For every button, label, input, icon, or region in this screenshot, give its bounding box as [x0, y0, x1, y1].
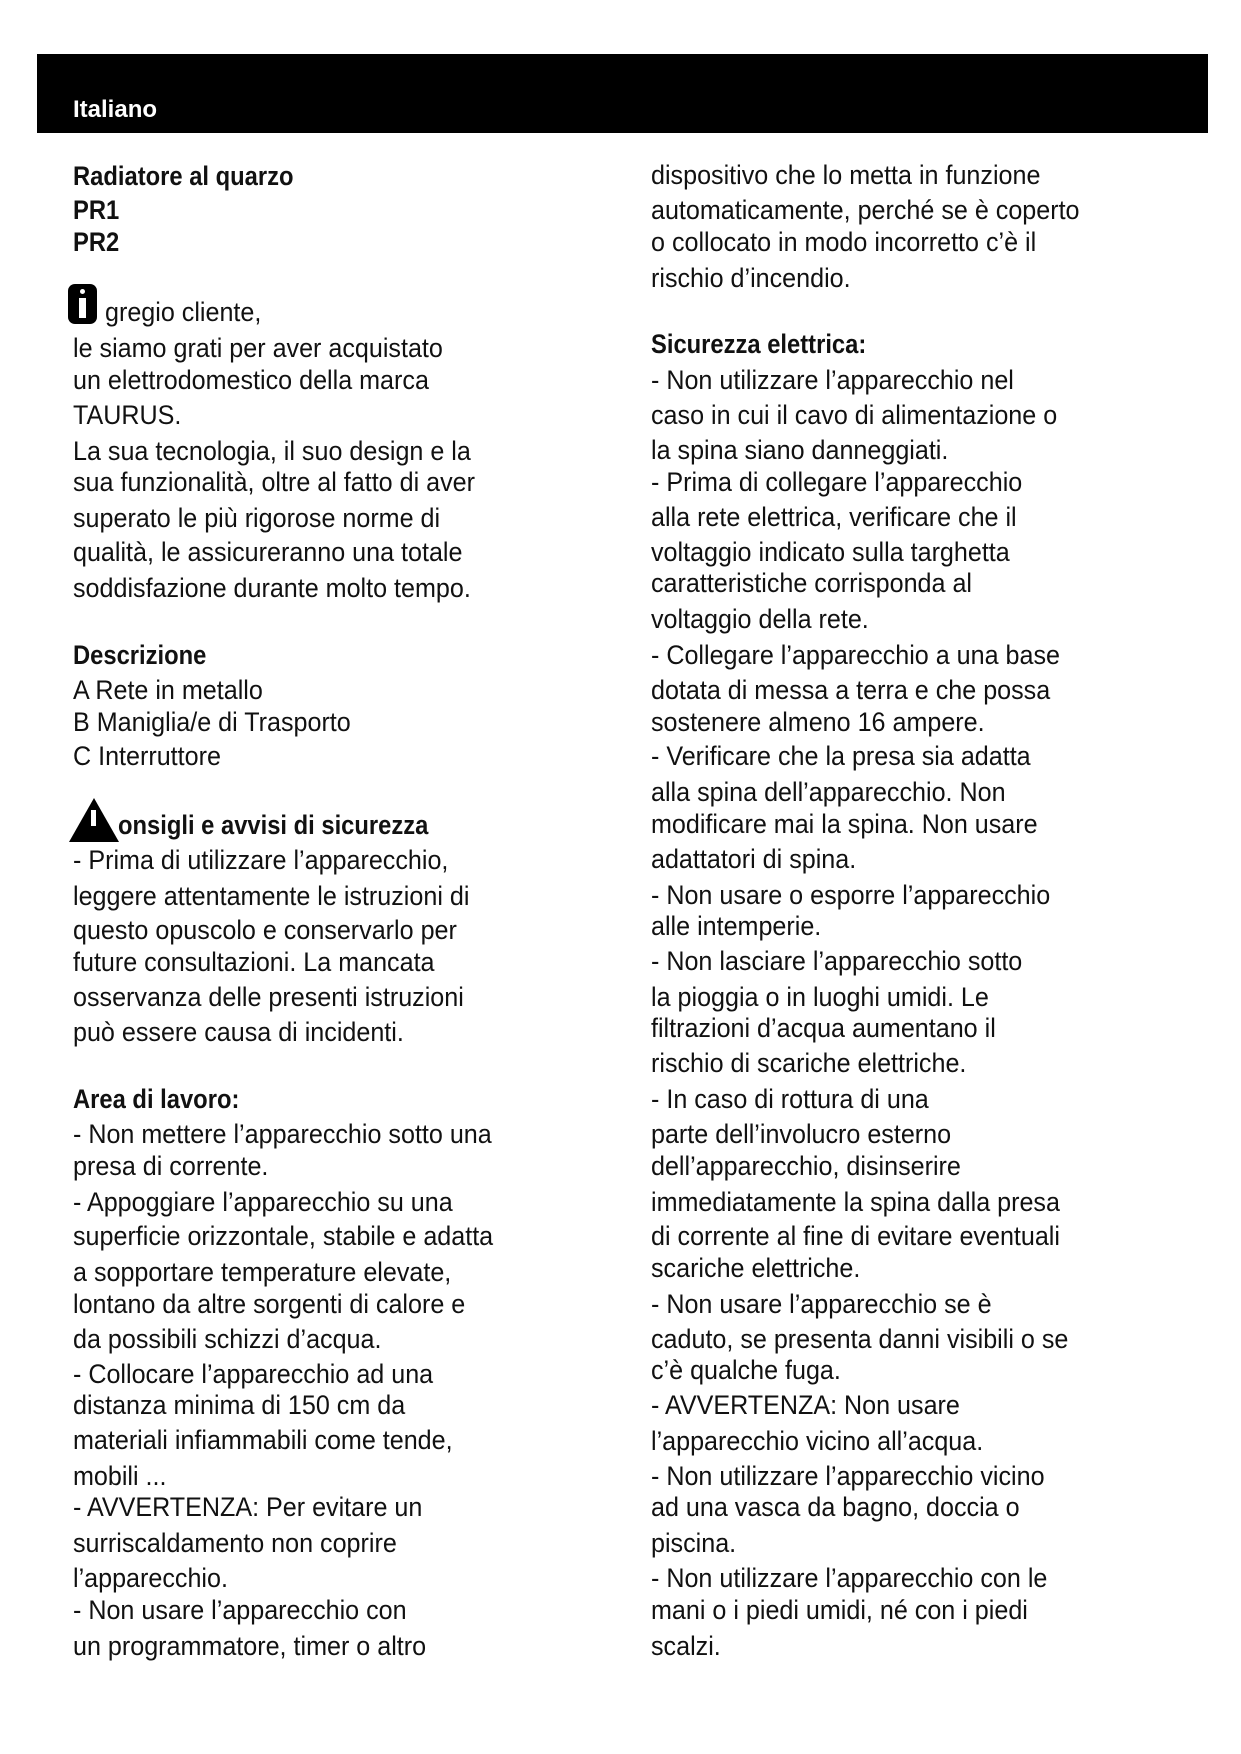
text-line: - AVVERTENZA: Non usare	[651, 1390, 960, 1420]
text-line: - Verificare che la presa sia adatta	[651, 741, 1031, 771]
text-line: rischio d’incendio.	[651, 263, 851, 293]
text-line: - Non usare o esporre l’apparecchio	[651, 880, 1051, 910]
text-line: osservanza delle presenti istruzioni	[73, 982, 464, 1012]
text-line: - Non utilizzare l’apparecchio nel	[651, 365, 1014, 395]
text-line: gregio cliente,	[105, 297, 262, 327]
text-line: lontano da altre sorgenti di calore e	[73, 1289, 466, 1319]
text-line: dispositivo che lo metta in funzione	[651, 160, 1041, 190]
text-line: caratteristiche corrisponda al	[651, 568, 973, 598]
text-line: - Non usare l’apparecchio con	[73, 1595, 407, 1625]
section-heading: onsigli e avvisi di sicurezza	[118, 810, 429, 840]
text-line: presa di corrente.	[73, 1151, 269, 1181]
section-heading: Area di lavoro:	[73, 1084, 240, 1114]
text-line: immediatamente la spina dalla presa	[651, 1187, 1060, 1217]
language-label: Italiano	[73, 96, 158, 123]
text-line: - Collocare l’apparecchio ad una	[73, 1359, 434, 1389]
text-line: l’apparecchio.	[73, 1563, 228, 1593]
text-line: c’è qualche fuga.	[651, 1355, 841, 1385]
text-line: caso in cui il cavo di alimentazione o	[651, 400, 1058, 430]
text-line: parte dell’involucro esterno	[651, 1119, 952, 1149]
text-line: - Non lasciare l’apparecchio sotto	[651, 946, 1023, 976]
text-line: scariche elettriche.	[651, 1253, 861, 1283]
text-line: - Appoggiare l’apparecchio su una	[73, 1187, 453, 1217]
text-line: A Rete in metallo	[73, 675, 263, 705]
text-line: - Collegare l’apparecchio a una base	[651, 640, 1060, 670]
text-line: - Prima di utilizzare l’apparecchio,	[73, 845, 449, 875]
text-line: da possibili schizzi d’acqua.	[73, 1324, 382, 1354]
text-line: soddisfazione durante molto tempo.	[73, 573, 471, 603]
text-line: un programmatore, timer o altro	[73, 1631, 427, 1661]
text-line: alla rete elettrica, verificare che il	[651, 502, 1017, 532]
text-line: filtrazioni d’acqua aumentano il	[651, 1013, 996, 1043]
text-line: le siamo grati per aver acquistato	[73, 333, 443, 363]
text-line: alle intemperie.	[651, 911, 822, 941]
text-line: automaticamente, perché se è coperto	[651, 195, 1080, 225]
text-line: sostenere almeno 16 ampere.	[651, 707, 985, 737]
text-line: la pioggia o in luoghi umidi. Le	[651, 982, 989, 1012]
text-line: C Interruttore	[73, 741, 221, 771]
text-line: - Non usare l’apparecchio se è	[651, 1289, 992, 1319]
text-line: - Non utilizzare l’apparecchio vicino	[651, 1461, 1045, 1491]
text-line: dell’apparecchio, disinserire	[651, 1151, 961, 1181]
text-line: - AVVERTENZA: Per evitare un	[73, 1492, 423, 1522]
text-line: modificare mai la spina. Non usare	[651, 809, 1038, 839]
warning-icon	[69, 798, 119, 842]
text-line: voltaggio della rete.	[651, 604, 869, 634]
text-line: - Prima di collegare l’apparecchio	[651, 467, 1023, 497]
text-line: leggere attentamente le istruzioni di	[73, 881, 470, 911]
text-line: ad una vasca da bagno, doccia o	[651, 1492, 1020, 1522]
text-line: adattatori di spina.	[651, 844, 857, 874]
text-line: La sua tecnologia, il suo design e la	[73, 436, 471, 466]
section-heading: Radiatore al quarzo	[73, 161, 294, 191]
text-line: l’apparecchio vicino all’acqua.	[651, 1426, 984, 1456]
text-line: B Maniglia/e di Trasporto	[73, 707, 351, 737]
text-line: dotata di messa a terra e che possa	[651, 675, 1051, 705]
text-line: TAURUS.	[73, 400, 182, 430]
text-line: qualità, le assicureranno una totale	[73, 537, 463, 567]
language-header-bar	[37, 54, 1208, 133]
text-line: la spina siano danneggiati.	[651, 435, 949, 465]
text-line: rischio di scariche elettriche.	[651, 1048, 967, 1078]
text-line: superficie orizzontale, stabile e adatta	[73, 1221, 494, 1251]
text-line: distanza minima di 150 cm da	[73, 1390, 406, 1420]
text-line: mani o i piedi umidi, né con i piedi	[651, 1595, 1028, 1625]
text-line: sua funzionalità, oltre al fatto di aver	[73, 467, 476, 497]
text-line: - Non utilizzare l’apparecchio con le	[651, 1563, 1048, 1593]
text-line: materiali infiammabili come tende,	[73, 1425, 453, 1455]
section-heading: PR2	[73, 227, 120, 257]
text-line: questo opuscolo e conservarlo per	[73, 915, 457, 945]
text-line: a sopportare temperature elevate,	[73, 1257, 452, 1287]
text-line: di corrente al fine di evitare eventuali	[651, 1221, 1060, 1251]
section-heading: Descrizione	[73, 640, 207, 670]
text-line: future consultazioni. La mancata	[73, 947, 435, 977]
text-line: alla spina dell’apparecchio. Non	[651, 777, 1006, 807]
text-line: surriscaldamento non coprire	[73, 1528, 397, 1558]
text-line: caduto, se presenta danni visibili o se	[651, 1324, 1069, 1354]
section-heading: PR1	[73, 195, 120, 225]
text-line: mobili ...	[73, 1461, 167, 1491]
section-heading: Sicurezza elettrica:	[651, 329, 867, 359]
text-line: scalzi.	[651, 1631, 721, 1661]
text-line: piscina.	[651, 1528, 737, 1558]
text-line: superato le più rigorose norme di	[73, 503, 441, 533]
text-line: un elettrodomestico della marca	[73, 365, 429, 395]
text-line: o collocato in modo incorretto c’è il	[651, 227, 1037, 257]
text-line: - In caso di rottura di una	[651, 1084, 929, 1114]
text-line: può essere causa di incidenti.	[73, 1017, 404, 1047]
text-line: - Non mettere l’apparecchio sotto una	[73, 1119, 492, 1149]
info-icon	[68, 284, 97, 324]
text-line: voltaggio indicato sulla targhetta	[651, 537, 1010, 567]
